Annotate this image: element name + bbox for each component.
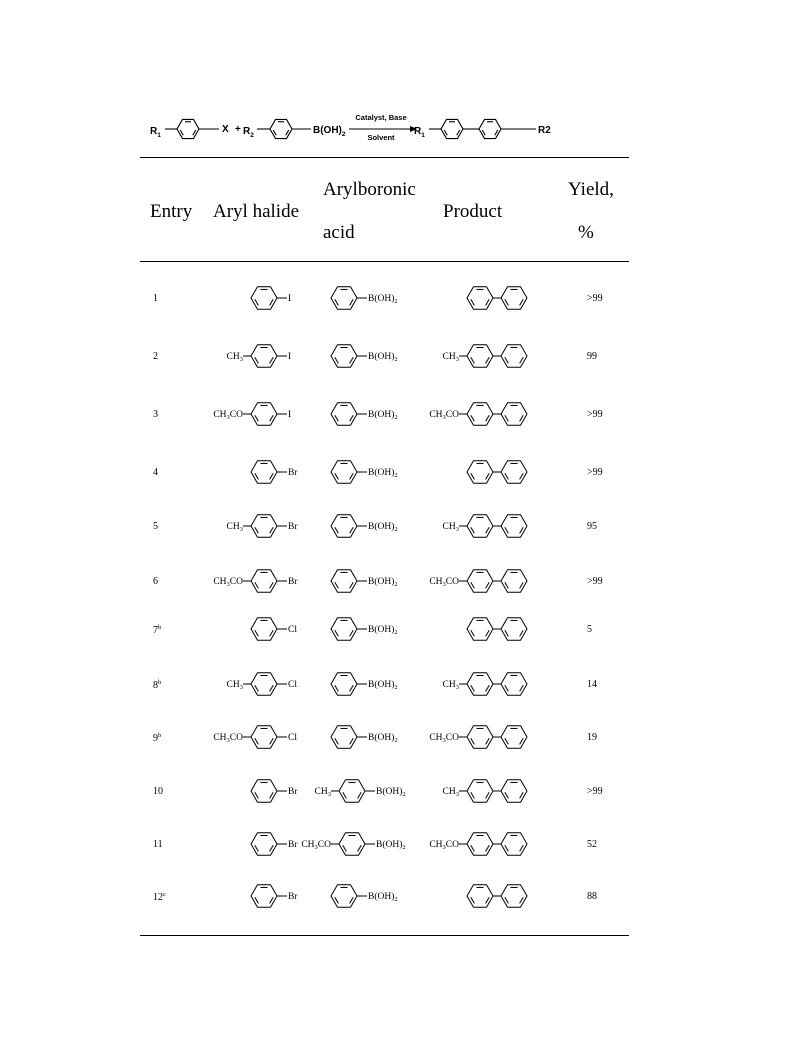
header-yield-line1: Yield, (568, 179, 614, 200)
benzene-ring (467, 287, 493, 310)
double-bond (486, 792, 490, 798)
benzene-ring (251, 287, 277, 310)
halide-substituent: $CH_3$ (226, 522, 243, 533)
table-row (140, 446, 630, 496)
row-structures (180, 603, 610, 653)
benzene-ring (467, 618, 493, 641)
double-bond (505, 738, 509, 744)
halide-label: Br (288, 787, 298, 797)
benzene-ring (331, 618, 357, 641)
row-structures (180, 658, 610, 708)
double-bond (270, 357, 274, 363)
double-bond (505, 415, 509, 421)
top-rule (140, 157, 629, 158)
entry-number: 4 (153, 467, 158, 478)
entry-number: 11 (153, 839, 163, 850)
scheme-r2: $R_2$ (243, 126, 254, 139)
entry-number: 3 (153, 409, 158, 420)
boronic-label: $B(OH)_2$ (368, 410, 398, 421)
benzene-ring (339, 833, 365, 856)
double-bond (255, 527, 259, 533)
double-bond (335, 738, 339, 744)
entry-number: 6 (153, 576, 158, 587)
benzene-ring (501, 345, 527, 368)
yield-value: 14 (587, 679, 597, 690)
double-bond (343, 792, 347, 798)
double-bond (350, 415, 354, 421)
entry-number: 12$^c$ (153, 891, 166, 903)
benzene-ring (331, 673, 357, 696)
double-bond (505, 527, 509, 533)
row-structures (180, 500, 610, 550)
double-bond (471, 630, 475, 636)
double-bond (335, 299, 339, 305)
benzene-ring (339, 780, 365, 803)
reaction-scheme (140, 104, 630, 150)
bottom-rule (140, 935, 629, 936)
double-bond (335, 527, 339, 533)
table-row (140, 711, 630, 761)
halide-label: I (288, 352, 292, 362)
benzene-ring (331, 461, 357, 484)
row-structures (180, 330, 610, 380)
halide-label: Br (288, 577, 298, 587)
boronic-label: $B(OH)_2$ (368, 625, 398, 636)
header-product: Product (443, 201, 503, 222)
benzene-ring (270, 119, 292, 138)
benzene-ring (467, 833, 493, 856)
benzene-ring (467, 780, 493, 803)
double-bond (520, 630, 524, 636)
benzene-ring (467, 515, 493, 538)
halide-label: Cl (288, 733, 297, 743)
benzene-ring (467, 345, 493, 368)
double-bond (505, 685, 509, 691)
scheme-solvent: Solvent (367, 133, 395, 142)
double-bond (270, 630, 274, 636)
double-bond (486, 845, 490, 851)
double-bond (343, 845, 347, 851)
halide-label: I (288, 410, 292, 420)
boronic-label: $B(OH)_2$ (376, 840, 406, 851)
benzene-ring (331, 726, 357, 749)
double-bond (270, 415, 274, 421)
halide-label: Br (288, 892, 298, 902)
header-rule (140, 261, 629, 262)
double-bond (270, 299, 274, 305)
benzene-ring (467, 673, 493, 696)
yield-value: >99 (587, 786, 603, 797)
double-bond (358, 792, 362, 798)
double-bond (505, 897, 509, 903)
row-structures (180, 272, 610, 322)
double-bond (471, 738, 475, 744)
yield-value: >99 (587, 576, 603, 587)
entry-number: 8$^b$ (153, 679, 162, 691)
product-substituent: $CH_3$ (442, 352, 459, 363)
double-bond (255, 738, 259, 744)
double-bond (486, 357, 490, 363)
halide-substituent: $CH_3CO$ (213, 410, 243, 421)
table-row (140, 555, 630, 605)
double-bond (350, 299, 354, 305)
benzene-ring (467, 461, 493, 484)
halide-substituent: $CH_3$ (226, 352, 243, 363)
double-bond (350, 357, 354, 363)
double-bond (335, 630, 339, 636)
double-bond (255, 299, 259, 305)
double-bond (520, 845, 524, 851)
yield-value: >99 (587, 293, 603, 304)
yield-value: 88 (587, 891, 597, 902)
halide-label: Cl (288, 680, 297, 690)
header-aryl-halide: Aryl halide (213, 201, 300, 222)
benzene-ring (501, 726, 527, 749)
double-bond (520, 473, 524, 479)
product-substituent: $CH_3$ (442, 787, 459, 798)
double-bond (471, 473, 475, 479)
benzene-ring (501, 673, 527, 696)
benzene-ring (501, 618, 527, 641)
table-row (140, 870, 630, 920)
double-bond (520, 299, 524, 305)
double-bond (255, 630, 259, 636)
double-bond (255, 357, 259, 363)
benzene-ring (467, 885, 493, 908)
row-structures (180, 555, 610, 605)
double-bond (505, 473, 509, 479)
yield-value: 19 (587, 732, 597, 743)
yield-value: 52 (587, 839, 597, 850)
row-structures (180, 870, 610, 920)
boronic-label: $B(OH)_2$ (368, 892, 398, 903)
double-bond (486, 685, 490, 691)
halide-label: Br (288, 468, 298, 478)
double-bond (486, 738, 490, 744)
double-bond (270, 473, 274, 479)
double-bond (520, 415, 524, 421)
boronic-label: $B(OH)_2$ (368, 522, 398, 533)
double-bond (335, 897, 339, 903)
halide-substituent: $CH_3CO$ (213, 577, 243, 588)
benzene-ring (441, 119, 463, 138)
double-bond (471, 845, 475, 851)
double-bond (486, 527, 490, 533)
double-bond (486, 582, 490, 588)
header-arylboronic-line1: Arylboronic (323, 179, 416, 200)
table-row (140, 818, 630, 868)
benzene-ring (331, 287, 357, 310)
product-substituent: $CH_3CO$ (429, 733, 459, 744)
scheme-product-r2: R2 (538, 125, 551, 136)
benzene-ring (251, 673, 277, 696)
halide-label: Cl (288, 625, 297, 635)
double-bond (358, 845, 362, 851)
product-substituent: $CH_3CO$ (429, 410, 459, 421)
double-bond (255, 685, 259, 691)
double-bond (520, 792, 524, 798)
benzene-ring (501, 287, 527, 310)
benzene-ring (501, 833, 527, 856)
double-bond (520, 527, 524, 533)
double-bond (520, 897, 524, 903)
entry-number: 2 (153, 351, 158, 362)
scheme-leaving-group: X (222, 124, 229, 135)
benzene-ring (251, 833, 277, 856)
double-bond (520, 738, 524, 744)
double-bond (255, 582, 259, 588)
table-row (140, 658, 630, 708)
table-row (140, 388, 630, 438)
double-bond (486, 415, 490, 421)
product-substituent: $CH_3CO$ (429, 840, 459, 851)
row-structures (180, 711, 610, 761)
boronic-label: $B(OH)_2$ (368, 352, 398, 363)
double-bond (270, 792, 274, 798)
benzene-ring (251, 780, 277, 803)
table-row (140, 272, 630, 322)
benzene-ring (251, 515, 277, 538)
benzene-ring (251, 726, 277, 749)
double-bond (520, 582, 524, 588)
header-yield-line2: % (578, 222, 594, 243)
benzene-ring (501, 461, 527, 484)
double-bond (255, 473, 259, 479)
benzene-ring (501, 885, 527, 908)
scheme-r1: $R_1$ (150, 126, 161, 139)
benzene-ring (331, 345, 357, 368)
benzene-ring (251, 885, 277, 908)
yield-value: >99 (587, 409, 603, 420)
benzene-ring (331, 403, 357, 426)
boronic-substituent: $CH_3$ (314, 787, 331, 798)
boronic-label: $B(OH)_2$ (368, 468, 398, 479)
boronic-substituent: $CH_3CO$ (301, 840, 331, 851)
benzene-ring (251, 618, 277, 641)
benzene-ring (331, 570, 357, 593)
double-bond (505, 845, 509, 851)
scheme-product-r1: $R_1$ (414, 126, 425, 139)
double-bond (350, 897, 354, 903)
double-bond (335, 685, 339, 691)
double-bond (270, 897, 274, 903)
entry-number: 10 (153, 786, 163, 797)
row-structures (180, 388, 610, 438)
halide-label: Br (288, 522, 298, 532)
boronic-label: $B(OH)_2$ (368, 680, 398, 691)
benzene-ring (467, 726, 493, 749)
double-bond (350, 527, 354, 533)
benzene-ring (467, 403, 493, 426)
product-substituent: $CH_3$ (442, 680, 459, 691)
double-bond (471, 415, 475, 421)
double-bond (486, 299, 490, 305)
double-bond (471, 357, 475, 363)
double-bond (335, 357, 339, 363)
double-bond (335, 473, 339, 479)
table-row (140, 500, 630, 550)
entry-number: 5 (153, 521, 158, 532)
double-bond (505, 582, 509, 588)
benzene-ring (501, 515, 527, 538)
double-bond (335, 582, 339, 588)
benzene-ring (467, 570, 493, 593)
boronic-label: $B(OH)_2$ (368, 294, 398, 305)
double-bond (471, 685, 475, 691)
benzene-ring (479, 119, 501, 138)
entry-number: 7$^b$ (153, 624, 162, 636)
double-bond (350, 630, 354, 636)
boronic-label: $B(OH)_2$ (376, 787, 406, 798)
halide-substituent: $CH_3CO$ (213, 733, 243, 744)
double-bond (471, 299, 475, 305)
benzene-ring (251, 403, 277, 426)
boronic-label: $B(OH)_2$ (368, 577, 398, 588)
benzene-ring (251, 461, 277, 484)
double-bond (255, 845, 259, 851)
scheme-boronic-acid: $B(OH)_2$ (313, 125, 346, 138)
double-bond (520, 685, 524, 691)
benzene-ring (251, 570, 277, 593)
benzene-ring (501, 403, 527, 426)
halide-substituent: $CH_3$ (226, 680, 243, 691)
double-bond (350, 473, 354, 479)
row-structures (180, 818, 610, 868)
double-bond (270, 845, 274, 851)
double-bond (505, 792, 509, 798)
scheme-plus: + (235, 124, 241, 135)
double-bond (270, 685, 274, 691)
double-bond (335, 415, 339, 421)
row-structures (180, 446, 610, 496)
double-bond (486, 897, 490, 903)
double-bond (350, 582, 354, 588)
double-bond (471, 897, 475, 903)
double-bond (471, 792, 475, 798)
double-bond (270, 582, 274, 588)
header-arylboronic-line2: acid (323, 222, 355, 243)
entry-number: 9$^b$ (153, 732, 162, 744)
double-bond (255, 792, 259, 798)
benzene-ring (501, 570, 527, 593)
halide-label: I (288, 294, 292, 304)
benzene-ring (501, 780, 527, 803)
boronic-label: $B(OH)_2$ (368, 733, 398, 744)
yield-value: >99 (587, 467, 603, 478)
double-bond (471, 527, 475, 533)
double-bond (505, 299, 509, 305)
double-bond (255, 897, 259, 903)
product-substituent: $CH_3CO$ (429, 577, 459, 588)
product-substituent: $CH_3$ (442, 522, 459, 533)
double-bond (520, 357, 524, 363)
double-bond (270, 527, 274, 533)
table-row (140, 603, 630, 653)
yield-value: 5 (587, 624, 592, 635)
benzene-ring (331, 885, 357, 908)
header-entry: Entry (150, 201, 193, 222)
double-bond (486, 473, 490, 479)
halide-label: Br (288, 840, 298, 850)
double-bond (350, 738, 354, 744)
scheme-catalyst: Catalyst, Base (355, 113, 407, 122)
double-bond (505, 630, 509, 636)
entry-number: 1 (153, 293, 158, 304)
yield-value: 99 (587, 351, 597, 362)
benzene-ring (331, 515, 357, 538)
table-row (140, 765, 630, 815)
double-bond (471, 582, 475, 588)
double-bond (270, 738, 274, 744)
double-bond (350, 685, 354, 691)
double-bond (505, 357, 509, 363)
double-bond (255, 415, 259, 421)
benzene-ring (251, 345, 277, 368)
row-structures (180, 765, 610, 815)
double-bond (486, 630, 490, 636)
table-row (140, 330, 630, 380)
benzene-ring (177, 119, 199, 138)
yield-value: 95 (587, 521, 597, 532)
